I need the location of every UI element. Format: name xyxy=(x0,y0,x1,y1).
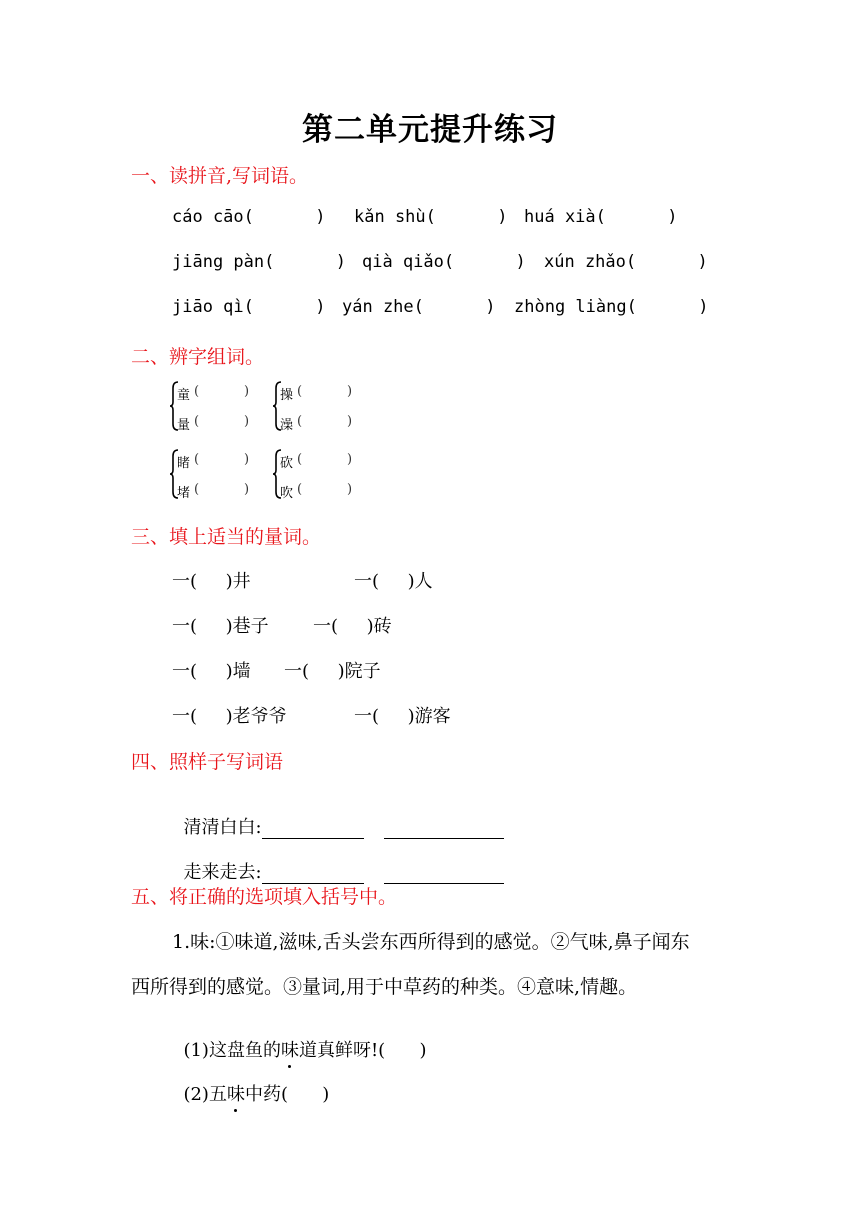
paren-close: ) xyxy=(244,384,250,399)
question-text: 道真鲜呀!( ) xyxy=(298,1040,427,1061)
pinyin-item: cáo cāo( ) xyxy=(172,207,326,227)
example-label: 清清白白: xyxy=(183,817,262,838)
definition-line-2: 西所得到的感觉。③量词,用于中草药的种类。④意味,情趣。 xyxy=(131,976,638,998)
example-label: 走来走去: xyxy=(183,862,262,883)
pinyin-item: qià qiǎo( ) xyxy=(362,252,526,272)
pinyin-item: jiāng pàn( ) xyxy=(172,252,346,272)
section-5-heading: 五、将正确的选项填入括号中。 xyxy=(131,886,398,908)
paren-open: ( xyxy=(297,452,303,467)
char-top: 童 xyxy=(177,388,191,403)
char-pair-group xyxy=(170,380,270,432)
section-1-heading: 一、读拼音,写词语。 xyxy=(131,165,309,187)
paren-open: ( xyxy=(194,482,200,497)
paren-open: ( xyxy=(194,384,200,399)
char-top: 睹 xyxy=(177,456,191,471)
emphasis-char: 味 xyxy=(281,1036,299,1062)
pinyin-item: zhòng liàng( ) xyxy=(514,297,709,317)
paren-close: ) xyxy=(244,414,250,429)
char-pair-group xyxy=(273,448,373,500)
char-top: 砍 xyxy=(280,456,294,471)
char-pair-group xyxy=(273,380,373,432)
page-title: 第二单元提升练习 xyxy=(302,112,558,148)
measure-word-item: 一( )人 xyxy=(354,571,433,592)
question-text: (1)这盘鱼的 xyxy=(183,1040,281,1061)
pinyin-item: kǎn shù( ) xyxy=(354,207,508,227)
measure-word-item: 一( )游客 xyxy=(354,706,451,727)
pinyin-item: xún zhǎo( ) xyxy=(544,252,708,272)
measure-word-item: 一( )井 xyxy=(172,571,251,592)
measure-word-item: 一( )老爷爷 xyxy=(172,706,287,727)
paren-open: ( xyxy=(297,482,303,497)
pinyin-item: yán zhe( ) xyxy=(342,297,496,317)
example-row xyxy=(172,837,504,884)
measure-word-item: 一( )砖 xyxy=(313,616,392,637)
section-4-heading: 四、照样子写词语 xyxy=(131,751,284,773)
paren-open: ( xyxy=(194,414,200,429)
answer-blank[interactable] xyxy=(384,865,504,884)
char-top: 操 xyxy=(280,388,294,403)
paren-open: ( xyxy=(194,452,200,467)
question-text: 中药( ) xyxy=(244,1084,330,1105)
char-pair-group xyxy=(170,448,270,500)
definition-line-1: 1.味:①味道,滋味,舌头尝东西所得到的感觉。②气味,鼻子闻东 xyxy=(172,931,690,953)
section-3-heading: 三、填上适当的量词。 xyxy=(131,526,322,548)
question-1 xyxy=(172,1015,427,1062)
measure-word-item: 一( )巷子 xyxy=(172,616,269,637)
question-2 xyxy=(172,1059,329,1106)
pinyin-item: huá xià( ) xyxy=(524,207,678,227)
example-row xyxy=(172,792,504,839)
paren-close: ) xyxy=(244,452,250,467)
paren-close: ) xyxy=(347,482,353,497)
pinyin-item: jiāo qì( ) xyxy=(172,297,326,317)
char-bottom: 澡 xyxy=(280,418,294,433)
paren-close: ) xyxy=(347,384,353,399)
paren-close: ) xyxy=(347,452,353,467)
paren-close: ) xyxy=(244,482,250,497)
question-text: (2)五 xyxy=(183,1084,227,1105)
section-2-heading: 二、辨字组词。 xyxy=(131,346,265,368)
char-bottom: 堵 xyxy=(177,486,191,501)
emphasis-char: 味 xyxy=(227,1080,245,1106)
char-bottom: 吹 xyxy=(280,486,294,501)
paren-close: ) xyxy=(347,414,353,429)
measure-word-item: 一( )墙 xyxy=(172,661,251,682)
char-bottom: 量 xyxy=(177,418,191,433)
paren-open: ( xyxy=(297,384,303,399)
paren-open: ( xyxy=(297,414,303,429)
measure-word-item: 一( )院子 xyxy=(284,661,381,682)
